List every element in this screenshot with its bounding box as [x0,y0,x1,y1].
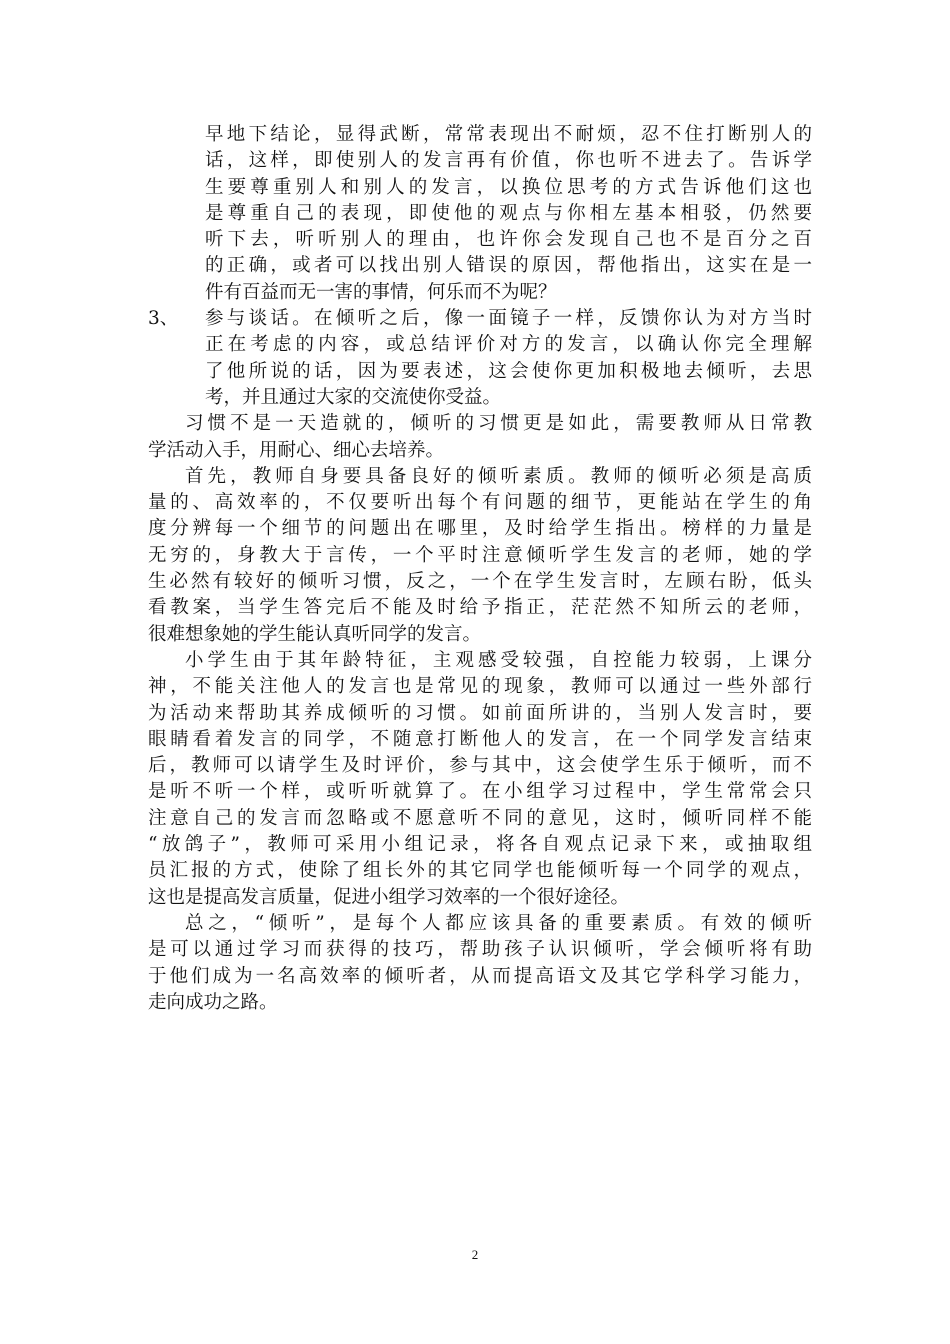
text-line: 小学生由于其年龄特征，主观感受较强，自控能力较弱，上课分 [185,649,812,671]
list-item-3 [148,306,812,411]
text-line: 度分辨每一个细节的问题出在哪里，及时给学生指出。榜样的力量是 [148,518,812,540]
paragraph-students [148,648,812,911]
text-line: 听下去，听听别人的理由，也许你会发现自己也不是百分之百 [205,229,812,251]
list-item-number: 3、 [148,308,179,330]
text-line: 首先，教师自身要具备良好的倾听素质。教师的倾听必须是高质 [185,465,812,487]
text-line: 生要尊重别人和别人的发言，以换位思考的方式告诉他们这也 [205,176,812,198]
text-line: 习惯不是一天造就的，倾听的习惯更是如此，需要教师从日常教 [185,413,812,435]
text-line: 话，这样，即使别人的发言再有价值，你也听不进去了。告诉学 [205,150,812,172]
text-line: 走向成功之路。 [148,991,278,1013]
continued-paragraph [148,122,812,306]
text-line: 无穷的，身教大于言传，一个平时注意倾听学生发言的老师，她的学 [148,544,812,566]
page-number: 2 [471,1247,479,1262]
text-line: 于他们成为一名高效率的倾听者，从而提高语文及其它学科学习能力， [148,965,812,987]
text-line: 考，并且通过大家的交流使你受益。 [205,386,502,408]
text-line: “放鸽子”，教师可采用小组记录，将各自观点记录下来，或抽取组 [148,834,812,856]
text-line: 的正确，或者可以找出别人错误的原因，帮他指出，这实在是一 [205,255,812,277]
text-line: 是尊重自己的表现，即使他的观点与你相左基本相驳，仍然要 [205,202,812,224]
text-line: 这也是提高发言质量，促进小组学习效率的一个很好途径。 [148,886,630,908]
paragraph-habit [148,411,812,464]
text-line: 了他所说的话，因为要表述，这会使你更加积极地去倾听，去思 [205,360,812,382]
text-line: 正在考虑的内容，或总结评价对方的发言，以确认你完全理解 [205,334,812,356]
text-line: 员汇报的方式，使除了组长外的其它同学也能倾听每一个同学的观点， [148,860,812,882]
text-line: 学活动入手，用耐心、细心去培养。 [148,439,445,461]
text-line: 眼睛看着发言的同学，不随意打断他人的发言，在一个同学发言结束 [148,728,812,750]
list-item-text [148,306,812,411]
text-line: 件有百益而无一害的事情，何乐而不为呢？ [205,281,557,303]
document-body [148,122,812,1016]
text-line: 是可以通过学习而获得的技巧，帮助孩子认识倾听，学会倾听将有助 [148,939,812,961]
paragraph-teacher [148,464,812,648]
text-line: 注意自己的发言而忽略或不愿意听不同的意见，这时，倾听同样不能 [148,807,812,829]
text-line: 后，教师可以请学生及时评价，参与其中，这会使学生乐于倾听，而不 [148,755,812,777]
text-line: 量的、高效率的，不仅要听出每个有问题的细节，更能站在学生的角 [148,492,812,514]
text-line: 生必然有较好的倾听习惯，反之，一个在学生发言时，左顾右盼，低头 [148,571,812,593]
text-line: 神，不能关注他人的发言也是常见的现象，教师可以通过一些外部行 [148,676,812,698]
text-line: 看教案，当学生答完后不能及时给予指正，茫茫然不知所云的老师， [148,597,812,619]
text-line: 总之，“倾听”，是每个人都应该具备的重要素质。有效的倾听 [185,912,812,934]
text-line: 参与谈话。在倾听之后，像一面镜子一样，反馈你认为对方当时 [205,308,812,330]
text-line: 很难想象她的学生能认真听同学的发言。 [148,623,482,645]
text-line: 是听不听一个样，或听听就算了。在小组学习过程中，学生常常会只 [148,781,812,803]
paragraph-conclusion [148,911,812,1016]
text-line: 为活动来帮助其养成倾听的习惯。如前面所讲的，当别人发言时，要 [148,702,812,724]
text-line: 早地下结论，显得武断，常常表现出不耐烦，忍不住打断别人的 [205,124,812,145]
